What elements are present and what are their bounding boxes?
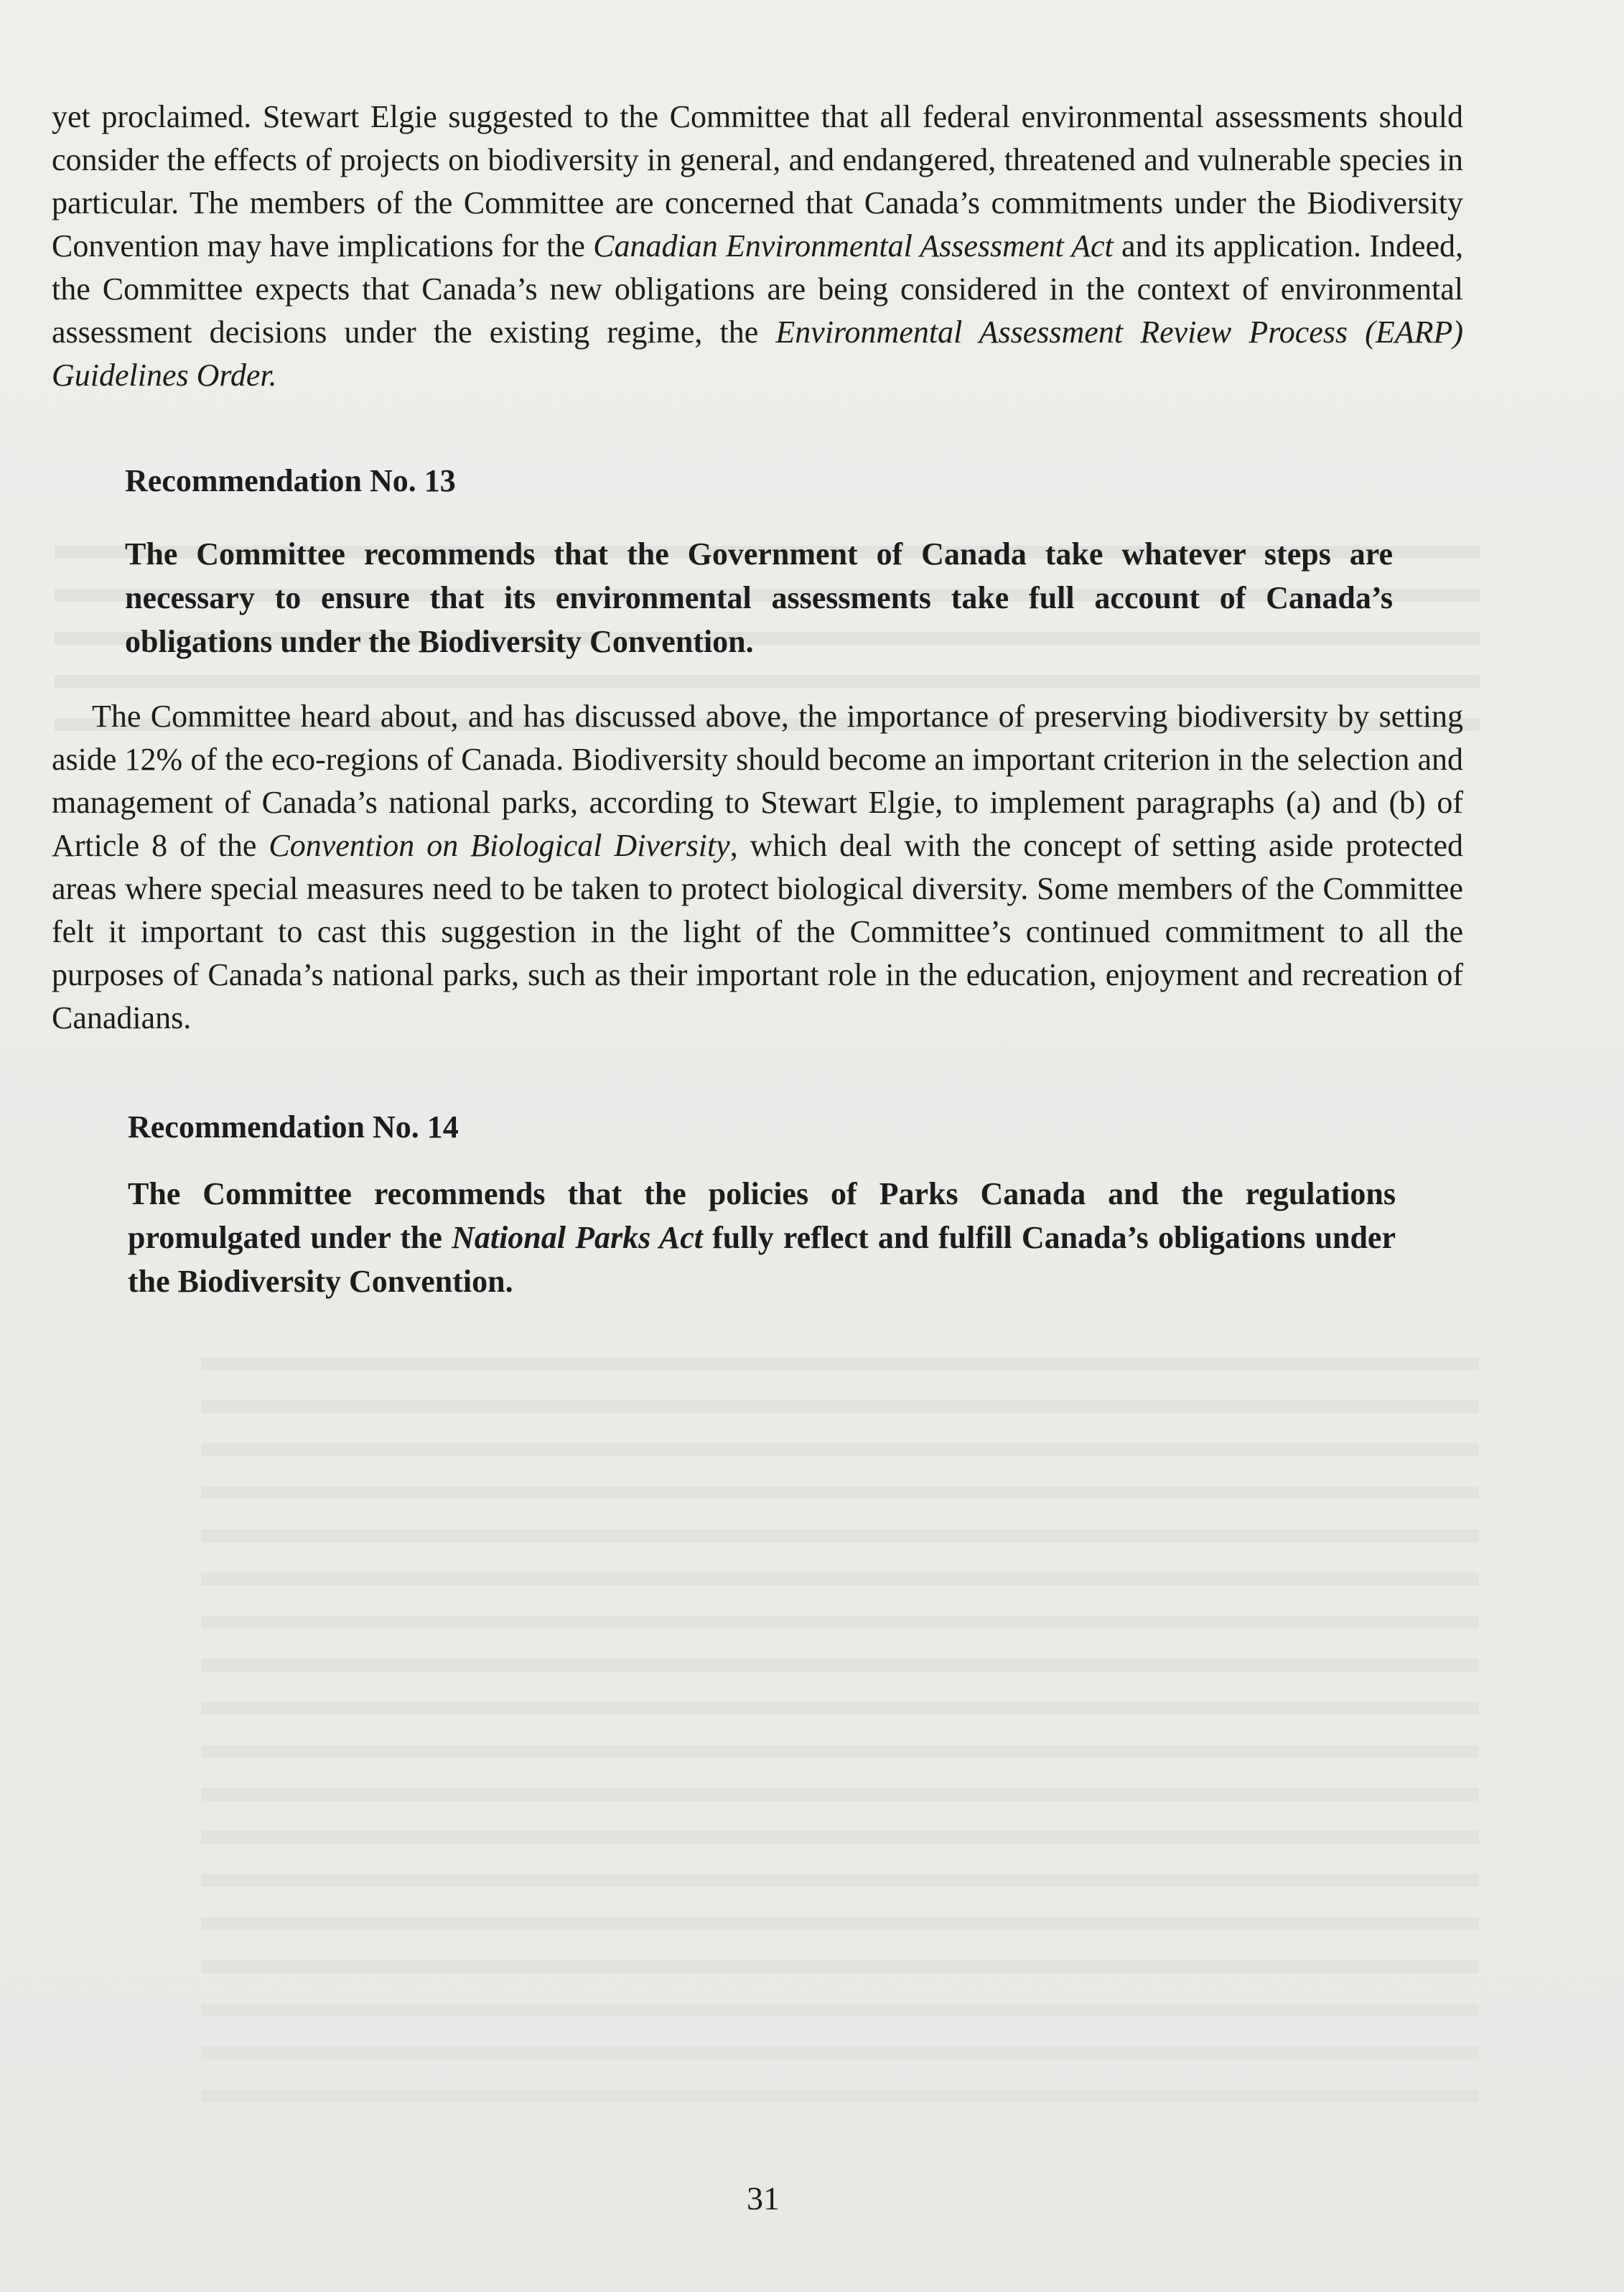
para2-text-1: The Committee heard about, and has discussed above, the importance of preserving biodiversity by setting aside 12% of the eco-regions of Canada. Biodiversity should become an important criterion in the selection and management of Canada’s national parks, according to Stewart Elgie, to implement paragraphs (a) and (b) of Article 8 of the [52,699,1463,863]
rec14-text-1: The Committee recommends that the policies of Parks Canada and the regulations promulgated under the [128,1176,1396,1255]
recommendation-13-heading: Recommendation No. 13 [125,463,456,498]
recommendation-14-heading: Recommendation No. 14 [128,1109,459,1145]
paragraph-environmental-assessment [52,96,1463,397]
rec14-act-title: National Parks Act [452,1220,703,1255]
page-number: 31 [747,2180,780,2217]
para1-text-2: and its application. Indeed, the Committee expects that Canada’s new obligations are being considered in the context of environmental assessment decisions under the existing regime, the [52,228,1463,350]
para2-convention-title: Convention on Biological Diversity [269,828,730,863]
para1-act-title: Canadian Environmental Assessment Act [593,228,1114,264]
recommendation-14-body [128,1172,1396,1303]
paragraph-biodiversity-parks [52,695,1463,1040]
show-through-lines-lower [201,1357,1479,2133]
recommendation-13-body: The Committee recommends that the Government of Canada take whatever steps are necessary to ensure that its environmental assessments take full account of Canada’s obligations under the Biodiversity Convention. [125,536,1393,659]
show-through-heading [53,460,65,511]
para1-order-title: Environmental Assessment Review Process (EARP) Guidelines Order. [52,315,1463,393]
para2-text-2: , which deal with the concept of setting aside protected areas where special measures need to be taken to protect biological diversity. Some members of the Committee felt it important to cast this suggestion in the light of the Committee’s continued commitment to all the purposes of Canada’s national parks, such as their important role in the education, enjoyment and recreation of Canadians. [52,828,1463,1035]
rec14-text-2: fully reflect and fulfill Canada’s obligations under the Biodiversity Convention. [128,1220,1396,1299]
para1-text-1: yet proclaimed. Stewart Elgie suggested to the Committee that all federal environmental assessments should consider the effects of projects on biodiversity in general, and endangered, threatened and vulnerable species in particular. The members of the Committee are concerned that Canada’s commitments under the Biodiversity Convention may have implications for the [52,99,1463,264]
